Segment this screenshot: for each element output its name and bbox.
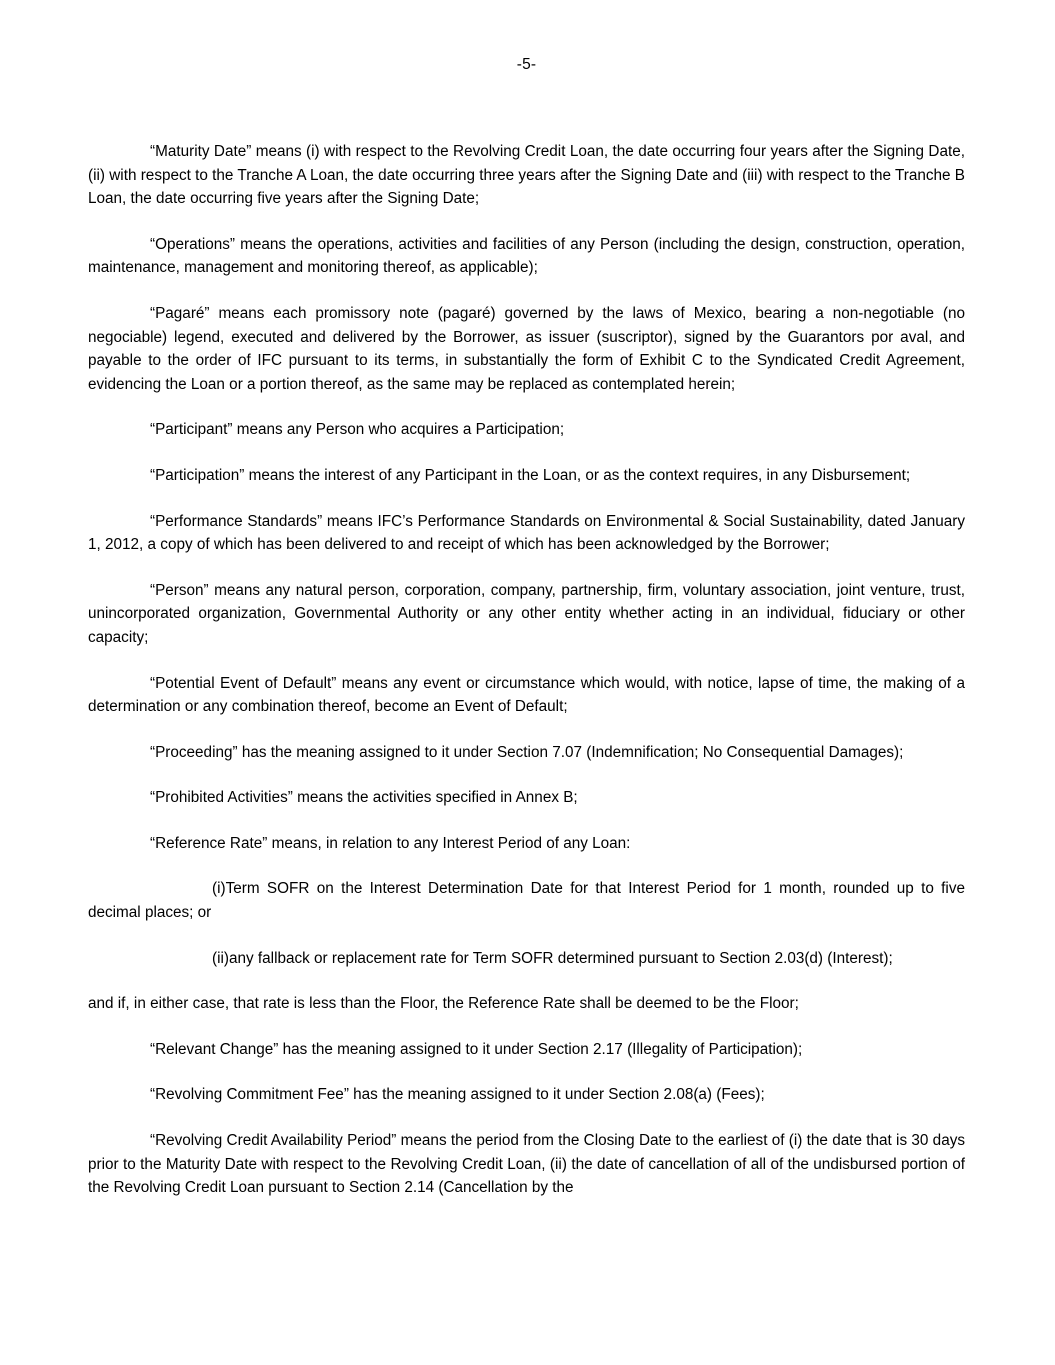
definition-text-proceeding: has the meaning assigned to it under Section 7.07 (Indemnification; No Consequential Damages); (237, 743, 904, 761)
defined-term-operations: “Operations” (150, 235, 236, 253)
defined-term-participation: “Participation” (150, 466, 245, 484)
subclause-label-i: (i) (212, 880, 226, 898)
definition-performance-standards (88, 510, 965, 557)
definition-text-person: means any natural person, corporation, company, partnership, firm, voluntary association, joint venture, trust, unincorporated organization, Governmental Authority or any other entity whether acting in an individual, fiduciary or other capacity; (88, 581, 965, 646)
defined-term-pagare: “Pagaré” (150, 304, 210, 322)
definition-potential-event-of-default (88, 672, 965, 719)
definition-text-pagare: means each promissory note (pagaré) governed by the laws of Mexico, bearing a non-negotiable (no negociable) legend, executed and delivered by the Borrower, as issuer (suscriptor), signed by the Guarantors por aval, and payable to the order of IFC pursuant to its terms, in substantially the form of Exhibit C to the Syndicated Credit Agreement, evidencing the Loan or a portion thereof, as the same may be replaced as contemplated herein; (88, 304, 965, 393)
definition-proceeding (88, 741, 965, 765)
definition-text-operations: means the operations, activities and facilities of any Person (including the design, construction, operation, maintenance, management and monitoring thereof, as applicable); (88, 235, 965, 277)
definition-revolving-credit-availability-period (88, 1129, 965, 1200)
subclause-text-i: Term SOFR on the Interest Determination Date for that Interest Period for 1 month, rounded up to five decimal places; or (88, 880, 965, 922)
definition-text-performance-standards: means IFC’s Performance Standards on Environmental & Social Sustainability, dated January 1, 2012, a copy of which has been delivered to and receipt of which has been acknowledged by the Borrower; (88, 512, 965, 554)
definition-maturity-date (88, 140, 965, 211)
definition-participation (88, 464, 965, 488)
subclause-reference-rate-ii (88, 947, 965, 971)
defined-term-prohibited-activities: “Prohibited Activities” (150, 789, 293, 807)
defined-term-proceeding: “Proceeding” (150, 743, 238, 761)
definition-operations (88, 233, 965, 280)
page-number: -5- (516, 56, 537, 73)
subclause-label-ii: (ii) (212, 949, 229, 967)
definition-revolving-commitment-fee (88, 1083, 965, 1107)
defined-term-revolving-commitment-fee: “Revolving Commitment Fee” (150, 1086, 349, 1104)
defined-term-performance-standards: “Performance Standards” (150, 512, 323, 530)
defined-term-participant: “Participant” (150, 421, 233, 439)
defined-term-potential-event-of-default: “Potential Event of Default” (150, 674, 337, 692)
definition-text-maturity-date: means (i) with respect to the Revolving Credit Loan, the date occurring four years after the Signing Date, (ii) with respect to the Tranche A Loan, the date occurring three years after the Signing Date and (iii) with respect to the Tranche B Loan, the date occurring five years after the Signing Date; (88, 143, 965, 208)
document-body (88, 140, 965, 1200)
definition-prohibited-activities (88, 786, 965, 810)
definition-text-revolving-commitment-fee: has the meaning assigned to it under Section 2.08(a) (Fees); (348, 1086, 765, 1104)
definition-text-revolving-credit-availability-period: means the period from the Closing Date to the earliest of (i) the date that is 30 days prior to the Maturity Date with respect to the Revolving Credit Loan, (ii) the date of cancellation of all of the undisbursed portion of the Revolving Credit Loan pursuant to Section 2.14 (Cancellation by the (88, 1132, 965, 1197)
defined-term-maturity-date: “Maturity Date” (150, 143, 252, 160)
definition-text-prohibited-activities: means the activities specified in Annex B; (292, 789, 578, 807)
defined-term-reference-rate: “Reference Rate” (150, 834, 268, 852)
definition-text-participation: means the interest of any Participant in the Loan, or as the context requires, in any Disbursement; (244, 466, 911, 484)
definition-participant (88, 418, 965, 442)
defined-term-relevant-change: “Relevant Change” (150, 1040, 279, 1058)
definition-text-relevant-change: has the meaning assigned to it under Section 2.17 (Illegality of Participation); (278, 1040, 803, 1058)
definition-text-reference-rate: means, in relation to any Interest Period of any Loan: (267, 834, 631, 852)
subclause-reference-rate-i (88, 877, 965, 924)
subclause-text-ii: any fallback or replacement rate for Term SOFR determined pursuant to Section 2.03(d) (Interest); (229, 949, 893, 967)
definition-person (88, 579, 965, 650)
defined-term-person: “Person” (150, 581, 209, 599)
closing-clause-floor: and if, in either case, that rate is less than the Floor, the Reference Rate shall be deemed to be the Floor; (88, 995, 799, 1013)
definition-text-participant: means any Person who acquires a Participation; (232, 421, 565, 439)
definition-pagare (88, 302, 965, 396)
definition-reference-rate (88, 832, 965, 856)
defined-term-revolving-credit-availability-period: “Revolving Credit Availability Period” (150, 1132, 397, 1150)
definition-text-potential-event-of-default: means any event or circumstance which would, with notice, lapse of time, the making of a determination or any combination thereof, become an Event of Default; (88, 674, 965, 716)
definition-relevant-change (88, 1038, 965, 1062)
